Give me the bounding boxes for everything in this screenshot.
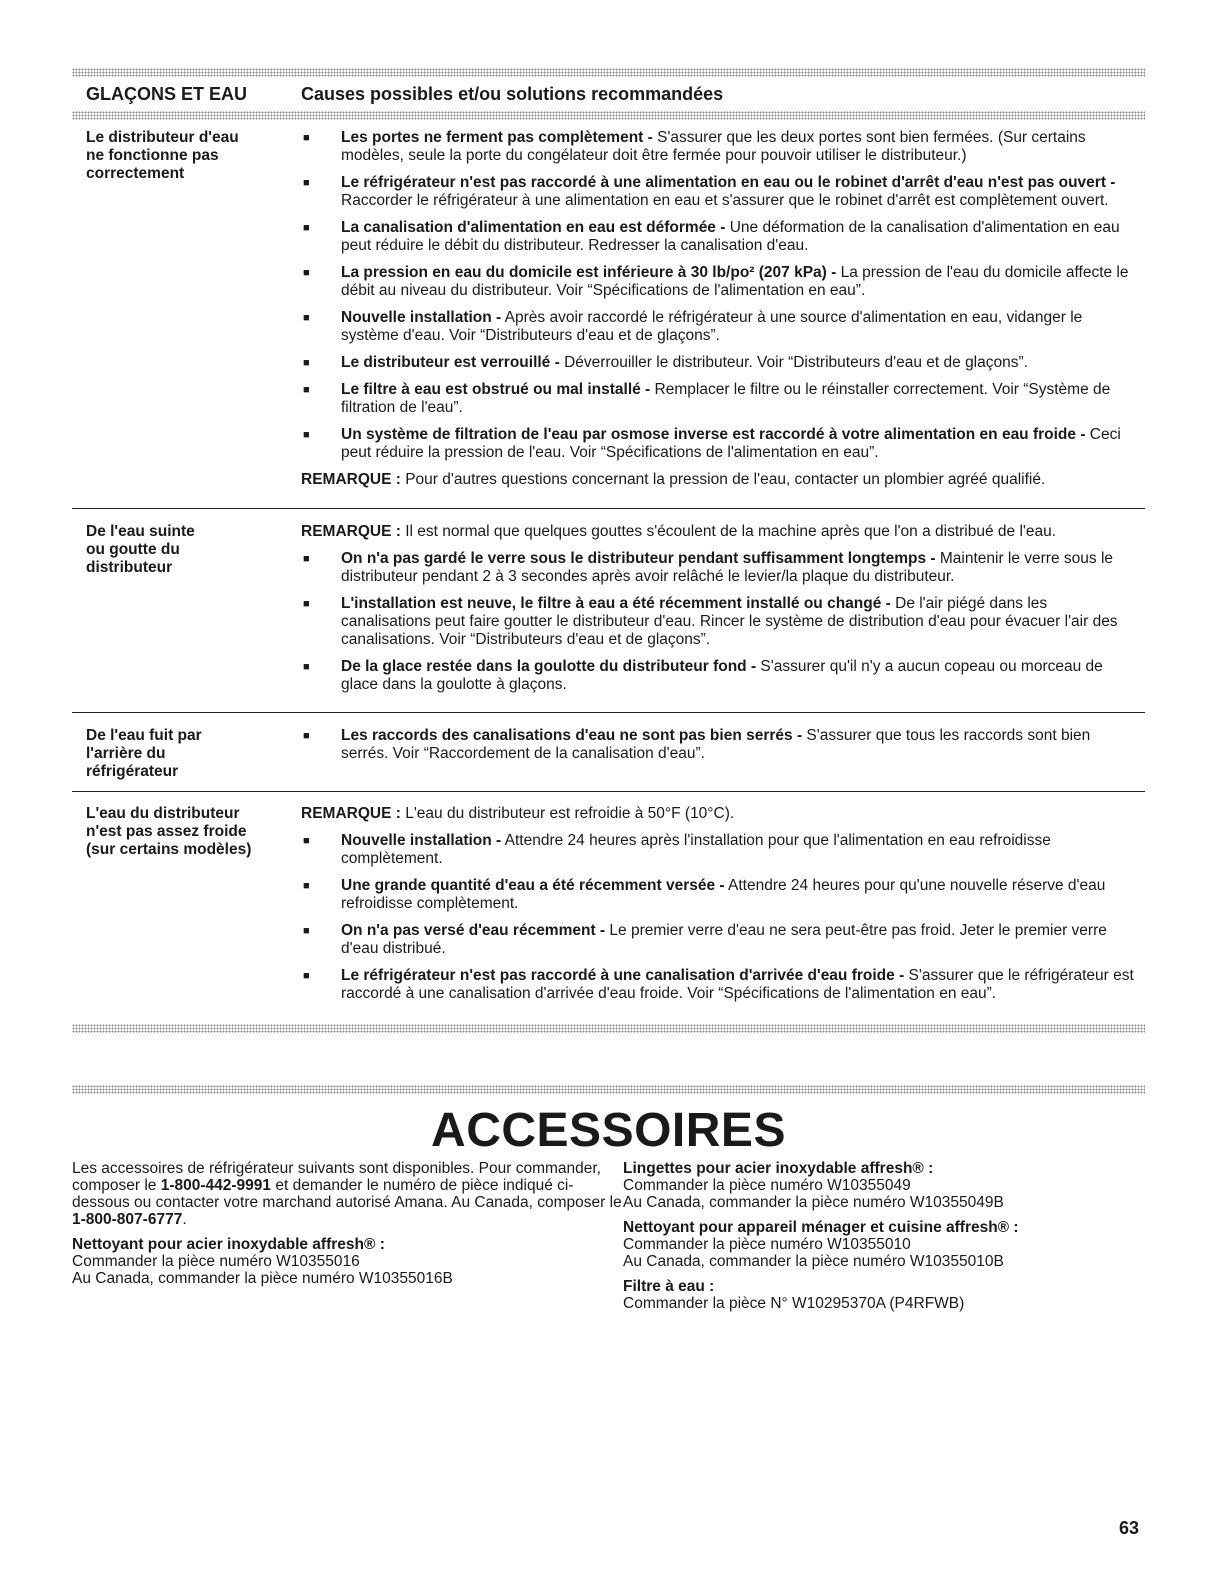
square-bullet-icon: ■ [303,880,310,892]
cause-text [341,877,1141,913]
square-bullet-icon: ■ [303,835,310,847]
table-header [72,77,1145,111]
accessory-item [72,1236,623,1287]
cause-item [301,550,1141,586]
cause-text [341,727,1141,763]
cause-heading: Un système de filtration de l'eau par osmose inverse est raccordé à votre alimentation en eau froide - [341,426,1086,443]
cause-item [301,219,1141,255]
table-section [72,509,1145,713]
square-bullet-icon: ■ [303,357,310,369]
page-number: 63 [1118,1518,1139,1538]
page-content [72,68,1145,1320]
square-bullet-icon: ■ [303,177,310,189]
cause-solution: Attendre 24 heures après l'installation pour que l'alimentation en eau refroidisse complètement. [341,832,1051,867]
cause-solution: Raccorder le réfrigérateur à une alimentation en eau et s'assurer que le robinet d'arrêt est complètement ouvert. [341,192,1109,209]
header-category: GLAÇONS ET EAU [86,83,248,104]
cause-solution: Ceci peut réduire la pression de l'eau. Voir “Spécifications de l'alimentation en eau”. [341,426,1121,461]
cause-text [341,967,1141,1003]
cause-item [301,354,1141,372]
section-body [301,727,1145,781]
phone-number-us: 1-800-442-9991 [160,1177,272,1194]
accessory-name: Nettoyant pour appareil ménager et cuisine affresh® : [623,1219,1019,1236]
header-dotted-rule [72,111,1145,120]
cause-item [301,381,1141,417]
cause-text [341,426,1141,462]
cause-item [301,922,1141,958]
section-body [301,805,1145,1012]
cause-text [341,832,1141,868]
cause-heading: Le filtre à eau est obstrué ou mal installé - [341,381,651,398]
cause-item [301,426,1141,462]
cause-solution: S'assurer que les deux portes sont bien fermées. (Sur certains modèles, seule la porte du congélateur doit être fermée pour pouvoir utiliser le distributeur.) [341,129,1086,164]
section-title: L'eau du distributeur n'est pas assez froide (sur certains modèles) [86,805,252,858]
cause-item [301,967,1141,1003]
section-title: Le distributeur d'eau ne fonctionne pas correctement [86,129,239,182]
cause-text [341,354,1141,372]
cause-item [301,877,1141,913]
cause-text [341,129,1141,165]
accessory-part-number: Commander la pièce N° W10295370A (P4RFWB) [623,1295,965,1312]
section-title: De l'eau suinte ou goutte du distributeur [86,523,195,576]
cause-item [301,658,1141,694]
accessories-right-column [623,1160,1145,1320]
table-section [72,120,1145,509]
cause-item [301,264,1141,300]
table-section [72,792,1145,1022]
accessory-part-number: Au Canada, commander la pièce numéro W10355049B [623,1194,1004,1211]
table-section [72,713,1145,792]
square-bullet-icon: ■ [303,661,310,673]
accessories-left-column [72,1160,623,1320]
cause-solution: Attendre 24 heures pour qu'une nouvelle réserve d'eau refroidisse complètement. [341,877,1106,912]
cause-heading: De la glace restée dans la goulotte du distributeur fond - [341,658,757,675]
table-bottom-dotted-rule [72,1024,1145,1033]
intro-text-2: et demander le numéro de pièce indiqué ci-dessous ou contacter votre marchand autorisé Amana. Au Canada, composer le [72,1177,622,1211]
cause-solution: S'assurer que le réfrigérateur est raccordé à une canalisation d'arrivée d'eau froide. Voir “Spécifications de l'alimentation en eau”. [341,967,1134,1002]
accessory-part-number: Au Canada, commander la pièce numéro W10355016B [72,1270,453,1287]
troubleshooting-table [72,120,1145,1022]
cause-item [301,129,1141,165]
cause-text [341,381,1141,417]
accessories-dotted-rule [72,1085,1145,1094]
accessories-columns [72,1160,1145,1320]
cause-item [301,595,1141,649]
section-body [301,129,1145,498]
accessory-name: Nettoyant pour acier inoxydable affresh® : [72,1236,385,1253]
cause-heading: On n'a pas versé d'eau récemment - [341,922,606,939]
cause-solution: Maintenir le verre sous le distributeur pendant 2 à 3 secondes après avoir relâché le levier/la plaque du distributeur. [341,550,1114,585]
square-bullet-icon: ■ [303,925,310,937]
cause-text [341,174,1141,210]
square-bullet-icon: ■ [303,312,310,324]
remark-note [301,805,1141,823]
cause-heading: Nouvelle installation - [341,309,502,326]
accessory-part-number: Au Canada, commander la pièce numéro W10355010B [623,1253,1004,1270]
intro-text-1: Les accessoires de réfrigérateur suivants sont disponibles. Pour commander, composer le [72,1160,601,1194]
cause-text [341,922,1141,958]
remark-label: REMARQUE : [301,523,401,540]
cause-text [341,264,1141,300]
cause-text [341,219,1141,255]
cause-item [301,309,1141,345]
remark-label: REMARQUE : [301,471,401,488]
accessory-part-number: Commander la pièce numéro W10355049 [623,1177,911,1194]
cause-heading: Une grande quantité d'eau a été récemment versée - [341,877,725,894]
cause-solution: Le premier verre d'eau ne sera peut-être pas froid. Jeter le premier verre d'eau distribué. [341,922,1107,957]
cause-heading: La canalisation d'alimentation en eau est déformée - [341,219,726,236]
cause-solution: Une déformation de la canalisation d'alimentation en eau peut réduire le débit du distributeur. Redresser la canalisation d'eau. [341,219,1120,254]
cause-heading: Nouvelle installation - [341,832,502,849]
cause-item [301,832,1141,868]
square-bullet-icon: ■ [303,730,310,742]
remark-text: Pour d'autres questions concernant la pression de l'eau, contacter un plombier agréé qualifié. [400,471,1046,488]
accessory-item [623,1278,1145,1312]
cause-heading: Les portes ne ferment pas complètement - [341,129,653,146]
cause-solution: La pression de l'eau du domicile affecte le débit au niveau du distributeur. Voir “Spécifications de l'alimentation en eau”. [341,264,1129,299]
section-title: De l'eau fuit par l'arrière du réfrigérateur [86,727,202,780]
cause-text [341,550,1141,586]
accessory-item [623,1219,1145,1270]
cause-text [341,309,1141,345]
cause-text [341,658,1141,694]
cause-heading: Les raccords des canalisations d'eau ne sont pas bien serrés - [341,727,803,744]
cause-heading: L'installation est neuve, le filtre à eau a été récemment installé ou changé - [341,595,891,612]
cause-heading: Le réfrigérateur n'est pas raccordé à une alimentation en eau ou le robinet d'arrêt d'eau n'est pas ouvert - [341,174,1116,191]
remark-text: L'eau du distributeur est refroidie à 50°F (10°C). [400,805,735,822]
remark-text: Il est normal que quelques gouttes s'écoulent de la machine après que l'on a distribué de l'eau. [400,523,1057,540]
square-bullet-icon: ■ [303,132,310,144]
top-dotted-rule [72,68,1145,77]
square-bullet-icon: ■ [303,598,310,610]
square-bullet-icon: ■ [303,429,310,441]
cause-solution: De l'air piégé dans les canalisations peut faire goutter le distributeur d'eau. Rincer le système de distribution d'eau pour évacuer l'air des canalisations. Voir “Distributeurs d'eau et de glaçons”. [341,595,1118,648]
cause-solution: S'assurer qu'il n'y a aucun copeau ou morceau de glace dans la goulotte à glaçons. [341,658,1103,693]
intro-text-3: . [182,1211,187,1228]
remark-note [301,523,1141,541]
section-body [301,523,1145,703]
remark-note [301,471,1141,489]
cause-item [301,727,1141,763]
remark-label: REMARQUE : [301,805,401,822]
square-bullet-icon: ■ [303,222,310,234]
accessories-left-items [72,1236,623,1287]
phone-number-canada: 1-800-807-6777 [72,1211,183,1228]
cause-solution: Remplacer le filtre ou le réinstaller correctement. Voir “Système de filtration de l'eau”. [341,381,1111,416]
accessory-name: Filtre à eau : [623,1278,715,1295]
accessories-intro [72,1160,623,1228]
square-bullet-icon: ■ [303,267,310,279]
square-bullet-icon: ■ [303,970,310,982]
square-bullet-icon: ■ [303,553,310,565]
accessory-item [623,1160,1145,1211]
header-causes: Causes possibles et/ou solutions recommandées [301,83,724,104]
accessories-right-items [623,1160,1145,1312]
cause-solution: Après avoir raccordé le réfrigérateur à une source d'alimentation en eau, vidanger le système d'eau. Voir “Distributeurs d'eau et de glaçons”. [341,309,1083,344]
accessories-title: ACCESSOIRES [431,1104,786,1157]
cause-text [341,595,1141,649]
cause-heading: Le réfrigérateur n'est pas raccordé à une canalisation d'arrivée d'eau froide - [341,967,905,984]
accessory-part-number: Commander la pièce numéro W10355010 [623,1236,911,1253]
cause-heading: La pression en eau du domicile est inférieure à 30 lb/po² (207 kPa) - [341,264,837,281]
cause-heading: On n'a pas gardé le verre sous le distributeur pendant suffisamment longtemps - [341,550,936,567]
accessory-part-number: Commander la pièce numéro W10355016 [72,1253,360,1270]
square-bullet-icon: ■ [303,384,310,396]
cause-solution: S'assurer que tous les raccords sont bien serrés. Voir “Raccordement de la canalisation d'eau”. [341,727,1091,762]
cause-heading: Le distributeur est verrouillé - [341,354,560,371]
cause-solution: Déverrouiller le distributeur. Voir “Distributeurs d'eau et de glaçons”. [559,354,1028,371]
accessory-name: Lingettes pour acier inoxydable affresh® : [623,1160,934,1177]
cause-item [301,174,1141,210]
